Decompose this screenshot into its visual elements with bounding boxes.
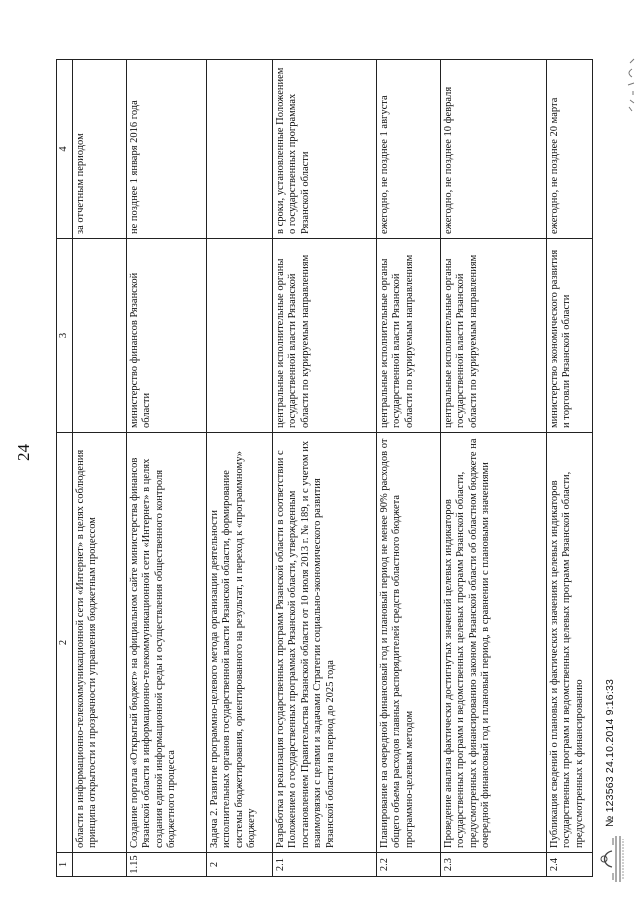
- column-number: 3: [57, 239, 73, 433]
- executor-text: центральные исполнительные органы государственной власти Рязанской области по курируемым направлениям: [272, 239, 376, 433]
- document-footer: [590, 465, 630, 885]
- deadline-text: ежегодно, не позднее 10 февраля: [440, 60, 546, 239]
- deadline-text: не позднее 1 января 2016 года: [126, 60, 206, 239]
- column-number: 1: [57, 853, 73, 877]
- column-number: 2: [57, 433, 73, 853]
- page-number: 24: [14, 444, 33, 461]
- deadline-text: в сроки, установленные Положением о государственных программах Рязанской области: [272, 60, 376, 239]
- row-number: 1.15: [126, 853, 206, 877]
- column-number: 4: [57, 60, 73, 239]
- row-number: 2.3: [440, 853, 546, 877]
- stamp-graphic: [592, 833, 626, 885]
- executor-text: центральные исполнительные органы государственной власти Рязанской области по курируемым направлениям: [376, 239, 440, 433]
- executor-text: министерство финансов Рязанской области: [126, 239, 206, 433]
- row-number: 2: [206, 853, 272, 877]
- deadline-text: ежегодно, не позднее 1 августа: [376, 60, 440, 239]
- table-row: [72, 60, 126, 877]
- executor-text: [206, 239, 272, 433]
- deadline-text: за отчетным периодом: [72, 60, 126, 239]
- measure-text: Проведение анализа фактически достигнутых значений целевых индикаторов государственных программ и ведомственных целевых программ Рязанской области, предусмотренных к финансированию законом Рязанской области об областном бюджете на очередной финансовый год и плановый период, в сравнении с плановыми значениями: [440, 433, 546, 853]
- table-row: [272, 60, 376, 877]
- executor-text: министерство экономического развития и торговли Рязанской области: [546, 239, 592, 433]
- table-row: [376, 60, 440, 877]
- measures-table: [56, 59, 593, 877]
- row-number: [72, 853, 126, 877]
- table-row: [126, 60, 206, 877]
- measure-text: области в информационно-телекоммуникационной сети «Интернет» в целях соблюдения принципа открытости и прозрачности управления бюджетным процессом: [72, 433, 126, 853]
- executor-text: центральные исполнительные органы государственной власти Рязанской области по курируемым направлениям: [440, 239, 546, 433]
- deadline-text: [206, 60, 272, 239]
- deadline-text: ежегодно, не позднее 20 марта: [546, 60, 592, 239]
- measure-text: Задача 2. Развитие программно-целевого метода организации деятельности исполнительных органов государственной власти Рязанской области, формирование системы бюджетирования, ориентированного на результат, и переход к «программному» бюджету: [206, 433, 272, 853]
- measure-text: Планирование на очередной финансовый год и плановый период не менее 90% расходов от общего объема расходов главных распорядителей средств областного бюджета программно-целевым методом: [376, 433, 440, 853]
- table-row: [546, 60, 592, 877]
- table-row: [440, 60, 546, 877]
- row-number: 2.4: [546, 853, 592, 877]
- table-row: [206, 60, 272, 877]
- scan-mark: [620, 53, 638, 113]
- measure-text: Разработка и реализация государственных программ Рязанской области в соответствии с Положением о государственных программах Рязанской области, утвержденным постановлением Правительства Рязанской области от 10 июля 2013 г. № 189, и с учетом их взаимоувязки с целями и задачами Стратегии социально-экономического развития Рязанской области на период до 2025 года: [272, 433, 376, 853]
- column-number-row: [57, 60, 73, 877]
- executor-text: [72, 239, 126, 433]
- measure-text: Публикация сведений о плановых и фактических значениях целевых индикаторов государственных программ и ведомственных целевых программ Рязанской области, предусмотренных к финансированию: [546, 433, 592, 853]
- measure-text: Создание портала «Открытый бюджет» на официальном сайте министерства финансов Рязанской области в информационно-телекоммуникационной сети «Интернет» в целях создания единой информационной среды и осуществления общественного контроля бюджетного процесса: [126, 433, 206, 853]
- row-number: 2.1: [272, 853, 376, 877]
- document-registration-id: № 123563 24.10.2014 9:16:33: [604, 678, 616, 827]
- row-number: 2.2: [376, 853, 440, 877]
- electronic-document-stamp: [592, 833, 626, 885]
